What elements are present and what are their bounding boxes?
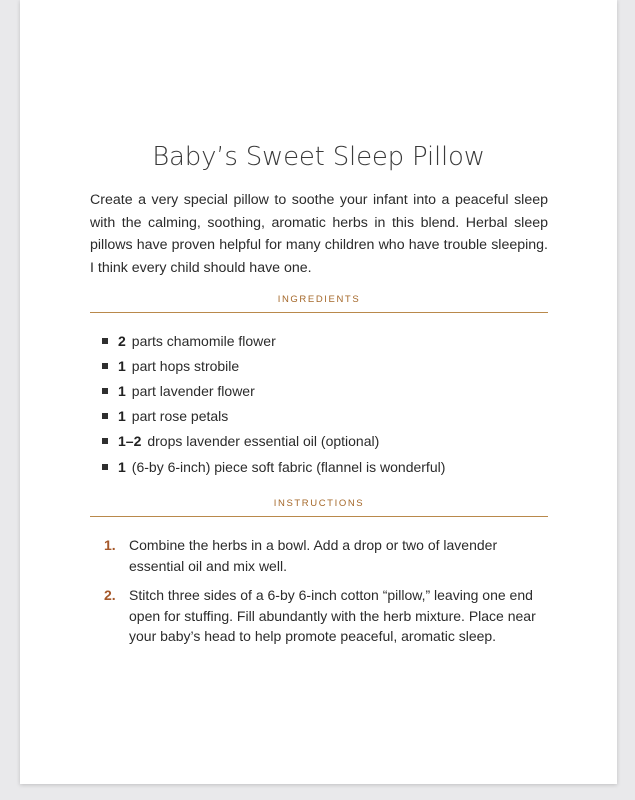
step-number: 2. [104,587,116,603]
square-bullet-icon [102,338,108,344]
square-bullet-icon [102,363,108,369]
step-text: Stitch three sides of a 6-by 6-inch cotton “pillow,” leaving one end open for stuffing. Fill abundantly with the herb mixture. Place near your baby’s head to help promote peaceful, aromatic sleep. [129,587,536,644]
ingredient-text: drops lavender essential oil (optional) [147,433,380,450]
instructions-list [104,535,544,656]
ingredient-qty: 1 [118,458,126,475]
ingredient-item [102,378,445,403]
ingredient-text: part lavender flower [131,382,255,399]
instruction-step [104,535,544,576]
square-bullet-icon [102,388,108,394]
document-page [20,0,617,784]
instruction-step [104,585,544,647]
ingredient-item [102,328,445,353]
ingredient-qty: 1 [118,408,126,425]
ingredient-text: (6-by 6-inch) piece soft fabric (flannel is wonderful) [131,458,446,475]
square-bullet-icon [102,413,108,419]
ingredient-item [102,404,445,429]
intro-paragraph: Create a very special pillow to soothe your infant into a peaceful sleep with the calming, soothing, aromatic herbs in this blend. Herbal sleep pillows have proven helpful for many children who have trouble sleeping. I think every child should have one. [90,192,548,276]
ingredient-qty: 1 [118,382,126,399]
ingredient-text: part rose petals [131,408,229,425]
ingredients-list [102,328,445,479]
ingredient-item [102,454,445,479]
instructions-heading: INSTRUCTIONS [90,498,548,517]
ingredients-heading: INGREDIENTS [90,294,548,313]
ingredient-text: part hops strobile [131,357,240,374]
step-text: Combine the herbs in a bowl. Add a drop or two of lavender essential oil and mix well. [129,537,498,574]
ingredient-text: parts chamomile flower [131,332,276,349]
ingredient-qty: 1–2 [118,433,142,450]
ingredient-item [102,353,445,378]
ingredient-qty: 1 [118,357,126,374]
square-bullet-icon [102,464,108,470]
ingredient-qty: 2 [118,332,126,349]
step-number: 1. [104,537,116,553]
ingredient-item [102,429,445,454]
square-bullet-icon [102,438,108,444]
page-title: Baby’s Sweet Sleep Pillow [152,142,485,172]
